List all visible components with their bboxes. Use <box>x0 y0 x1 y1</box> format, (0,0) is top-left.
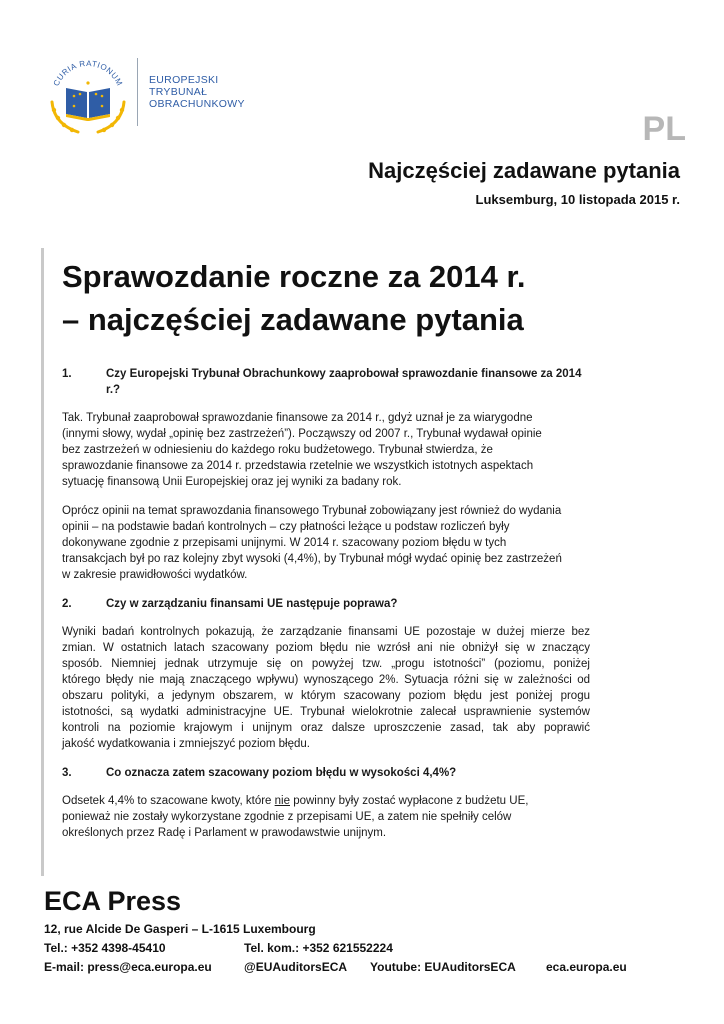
paragraph-line: Tak. Trybunał zaaprobował sprawozdanie finansowe za 2014 r., gdyż uznał je za wiarygodne <box>62 412 533 424</box>
question-number: 3. <box>62 767 72 779</box>
paragraph-line: jakość wydatkowania i zmniejszyć poziom błędu. <box>62 738 310 750</box>
paragraph-line: Wyniki badań kontrolnych pokazują, że zarządzanie finansami UE pozostaje w dużej mierze bez <box>62 626 590 638</box>
answer-paragraph <box>62 410 590 490</box>
paragraph-line <box>62 793 590 809</box>
org-name-line: TRYBUNAŁ <box>149 86 208 98</box>
press-phone: Tel.: +352 4398-45410 <box>44 941 166 955</box>
main-heading <box>62 255 590 341</box>
question-text: Czy w zarządzaniu finansami UE następuje poprawa? <box>106 598 398 610</box>
press-title: ECA Press <box>44 886 182 916</box>
eca-emblem-icon <box>44 52 132 140</box>
answer-paragraph <box>62 793 590 841</box>
paragraph-line: (innymi słowy, wydał „opinię bez zastrzeżeń”). Począwszy od 2007 r., Trybunał wydawał opinie <box>62 428 542 440</box>
paragraph-line: istotności, są wydatki administracyjne UE. Trybunał wielokrotnie zalecał usprawnienie systemów <box>62 706 590 718</box>
logo-divider <box>137 58 138 126</box>
press-website-link[interactable]: eca.europa.eu <box>546 960 627 974</box>
press-address: 12, rue Alcide De Gasperi – L-1615 Luxembourg <box>44 922 316 936</box>
paragraph-line: którego błędy nie mają znaczącego wpływu) wynoszącego 2%. Sytuacja różni się w zależności od <box>62 674 590 686</box>
press-twitter-link[interactable]: @EUAuditorsECA <box>244 960 348 974</box>
paragraph-line: w zakresie prawidłowości wydatków. <box>62 569 248 581</box>
paragraph-line: sytuację finansową Unii Europejskiej oraz jej wyniki za badany rok. <box>62 476 402 488</box>
org-name-line: OBRACHUNKOWY <box>149 98 245 110</box>
paragraph-line: określonych przez Radę i Parlament w prawodawstwie unijnym. <box>62 827 387 839</box>
eca-logo <box>44 52 132 140</box>
text-fragment: Odsetek 4,4% to szacowane kwoty, które <box>62 795 275 807</box>
press-email-link[interactable]: E-mail: press@eca.europa.eu <box>44 960 212 974</box>
press-mobile: Tel. kom.: +352 621552224 <box>244 941 393 955</box>
question-3 <box>62 765 590 781</box>
paragraph-line: transakcjach był po raz kolejny zbyt wysoki (4,4%), by Trybunał mógł wydać opinię bez zastrzeżeń <box>62 553 562 565</box>
answer-paragraph <box>62 624 590 752</box>
paragraph-line: sprawozdanie finansowe za 2014 r. przedstawia rzetelnie we wszystkich istotnych aspektach <box>62 460 534 472</box>
underlined-word: nie <box>274 795 290 807</box>
main-heading-line: Sprawozdanie roczne za 2014 r. <box>62 259 526 294</box>
question-text: Czy Europejski Trybunał Obrachunkowy zaaprobował sprawozdanie finansowe za 2014 r.? <box>106 368 582 396</box>
document-date: Luksemburg, 10 listopada 2015 r. <box>475 192 680 207</box>
paragraph-line: sposób. Niemniej jednak utrzymuje się on powyżej tzw. „progu istotności” (poziomu, poniżej <box>62 658 590 670</box>
press-youtube-link[interactable]: Youtube: EUAuditorsECA <box>370 960 516 974</box>
document-title: Najczęściej zadawane pytania <box>368 158 680 183</box>
question-number: 2. <box>62 598 72 610</box>
question-1 <box>62 366 590 398</box>
text-fragment: powinny były zostać wypłacone z budżetu UE, <box>290 795 529 807</box>
logo-motto: CURIA RATIONUM <box>51 58 125 88</box>
document-body <box>62 255 590 854</box>
paragraph-line: opinii – na podstawie badań kontrolnych – czy płatności leżące u podstaw rozliczeń były <box>62 521 510 533</box>
language-code: PL <box>642 110 686 148</box>
organization-name <box>149 74 245 110</box>
paragraph-line: obszaru polityki, a jedynym obszarem, w którym szacowany poziom błędu jest poniżej progu <box>62 690 590 702</box>
paragraph-line: zmian. W ostatnich latach szacowany poziom błędu nie wzrósł ani nie obniżył się w znaczący <box>62 642 590 654</box>
paragraph-line: kontroli na poziomie krajowym i unijnym oraz dalsze uproszczenie zasad, tak aby poprawić <box>62 722 590 734</box>
main-heading-line: – najczęściej zadawane pytania <box>62 302 524 337</box>
question-2 <box>62 596 590 612</box>
answer-paragraph <box>62 503 590 583</box>
question-number: 1. <box>62 368 72 380</box>
question-text: Co oznacza zatem szacowany poziom błędu w wysokości 4,4%? <box>106 767 457 779</box>
left-margin-bar <box>41 248 44 876</box>
paragraph-line: dokonywane zgodnie z przepisami unijnymi. W 2014 r. szacowany poziom błędu w tych <box>62 537 507 549</box>
paragraph-line: Oprócz opinii na temat sprawozdania finansowego Trybunał zobowiązany jest również do wydania <box>62 505 562 517</box>
org-name-line: EUROPEJSKI <box>149 74 219 86</box>
paragraph-line: bez zastrzeżeń w odniesieniu do każdego roku budżetowego. Trybunał stwierdza, że <box>62 444 493 456</box>
paragraph-line: ponieważ nie zostały wykorzystane zgodnie z przepisami UE, a zatem nie spełniły celów <box>62 811 512 823</box>
